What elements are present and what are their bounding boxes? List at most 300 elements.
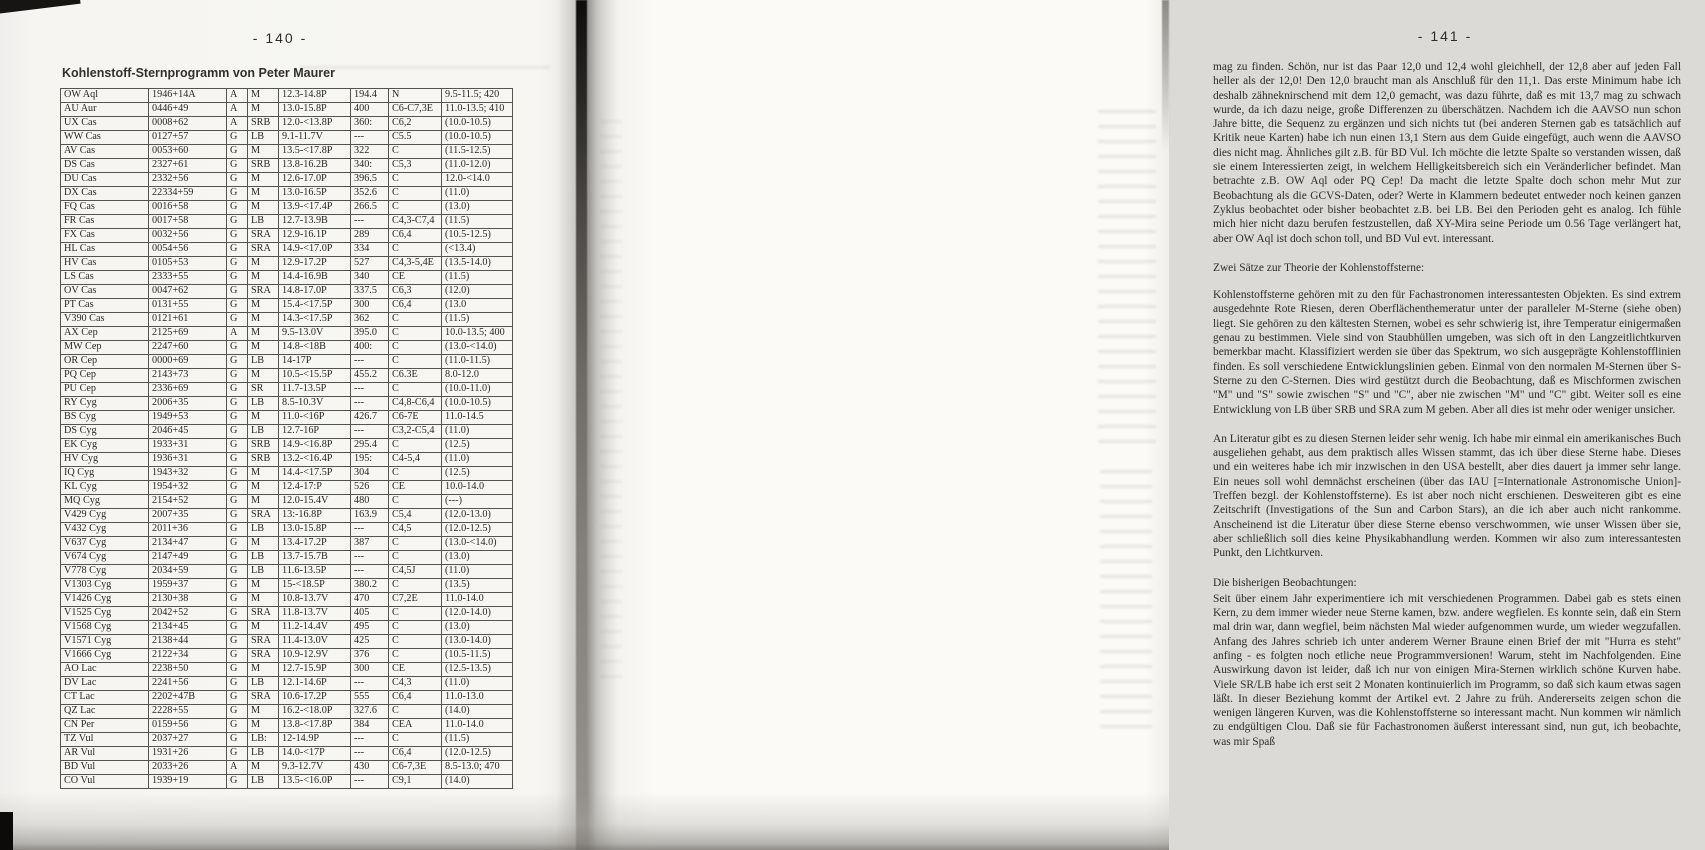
table-cell: CE [389,271,442,285]
table-cell: AX Cep [61,327,149,341]
table-cell: G [227,257,248,271]
table-cell: C [389,341,442,355]
table-cell: G [227,159,248,173]
table-cell: G [227,215,248,229]
table-cell: 395.0 [351,327,389,341]
table-cell: (12.0) [442,285,513,299]
table-cell: 426.7 [351,411,389,425]
table-cell: G [227,453,248,467]
table-row [61,747,513,761]
table-row [61,271,513,285]
table-cell: 1931+26 [149,747,227,761]
body-paragraph: An Literatur gibt es zu diesen Sternen leider sehr wenig. Ich habe mir einmal ein amerikanisches Buch ausgeliehen gehabt, aus dem praktisch alles Wissen stammt, das ich über diese Sterne habe. Dieses und ein weiteres habe ich mir inzwischen in den USA bestellt, aber dies dauert ja immer sehr lange. Ein neues soll wohl demnächst erscheinen (über das IAU [=Internationale Astronomische Union]-Treffen bezgl. der Kohlenstoffsterne). Es ist aber noch nicht erschienen. Desweiteren gibt es eine Zeitschrift (Investigations of the Sun and Carbon Stars), an die ich aber auch nicht rankomme. Anscheinend ist die Literatur über diese Sterne ebenso verschwommen, wie unser Wissen über sie, aber schließlich soll dies keine Physikabhandlung werden. Kommen wir also zum interessantesten Punkt, den Lichtkurven. [1213,432,1681,560]
table-cell: LB [248,131,279,145]
table-cell: 9.1-11.7V [279,131,351,145]
table-cell: 480 [351,495,389,509]
table-cell: C [389,327,442,341]
table-cell: 400 [351,103,389,117]
table-cell: --- [351,523,389,537]
table-cell: M [248,313,279,327]
table-cell: 12.7-16P [279,425,351,439]
table-cell: (13.0 [442,299,513,313]
table-cell: G [227,579,248,593]
table-cell: 1959+37 [149,579,227,593]
table-cell: (13.0) [442,201,513,215]
table-cell: 12-14.9P [279,733,351,747]
table-cell: C5,3 [389,159,442,173]
table-cell: RY Cyg [61,397,149,411]
table-cell: G [227,733,248,747]
table-cell: A [227,103,248,117]
table-cell: M [248,89,279,103]
table-cell: V432 Cyg [61,523,149,537]
table-cell: C [389,313,442,327]
table-row [61,719,513,733]
table-cell: (10.0-11.0) [442,383,513,397]
table-cell: C7,2E [389,593,442,607]
table-cell: G [227,565,248,579]
table-cell: (11.0) [442,453,513,467]
table-cell: M [248,327,279,341]
table-cell: 300 [351,663,389,677]
table-cell: G [227,201,248,215]
table-cell: 2241+56 [149,677,227,691]
table-cell: 0131+55 [149,299,227,313]
table-cell: SR [248,383,279,397]
table-cell: CT Lac [61,691,149,705]
table-cell: (11.5) [442,215,513,229]
table-cell: 12.9-17.2P [279,257,351,271]
table-row [61,411,513,425]
table-cell: (13.5-14.0) [442,257,513,271]
table-cell: 0105+53 [149,257,227,271]
table-row [61,131,513,145]
table-cell: SRB [248,159,279,173]
table-cell: 13.0-16.5P [279,187,351,201]
table-cell: G [227,621,248,635]
table-cell: G [227,467,248,481]
scan-right-edge-shadow [1162,0,1169,150]
table-cell: 13:-16.8P [279,509,351,523]
table-cell: --- [351,565,389,579]
table-cell: M [248,705,279,719]
table-cell: C [389,439,442,453]
table-row [61,733,513,747]
table-cell: 14.8-17.0P [279,285,351,299]
table-cell: 360: [351,117,389,131]
table-cell: C [389,467,442,481]
table-cell: SRA [248,607,279,621]
table-cell: (13.0-14.0) [442,635,513,649]
table-cell: G [227,397,248,411]
table-cell: SRA [248,649,279,663]
table-cell: G [227,593,248,607]
table-cell: 13.5-<16.0P [279,775,351,789]
table-cell: (11.0-12.0) [442,159,513,173]
table-cell: --- [351,215,389,229]
table-cell: M [248,467,279,481]
table-cell: 14.3-<17.5P [279,313,351,327]
table-cell: 12.9-16.1P [279,229,351,243]
table-cell: C [389,733,442,747]
table-cell: (10.0-10.5) [442,117,513,131]
table-cell: G [227,411,248,425]
table-cell: M [248,621,279,635]
table-cell: V1525 Cyg [61,607,149,621]
table-cell: 2033+26 [149,761,227,775]
table-cell: IQ Cyg [61,467,149,481]
table-cell: 455.2 [351,369,389,383]
table-cell: (13.0-<14.0) [442,341,513,355]
table-cell: BD Vul [61,761,149,775]
table-row [61,355,513,369]
table-cell: AU Aur [61,103,149,117]
table-cell: 13.2-<16.4P [279,453,351,467]
table-cell: 470 [351,593,389,607]
table-cell: (11.5-12.5) [442,145,513,159]
table-cell: 340: [351,159,389,173]
table-row [61,159,513,173]
table-cell: 0159+56 [149,719,227,733]
table-row [61,775,513,789]
table-cell: M [248,495,279,509]
table-cell: (13.0) [442,621,513,635]
table-cell: N [389,89,442,103]
table-row [61,453,513,467]
table-cell: 14-17P [279,355,351,369]
page-140 [0,0,585,850]
table-cell: 11.0-14.5 [442,411,513,425]
table-cell: G [227,285,248,299]
table-cell: V1303 Cyg [61,579,149,593]
table-cell: V429 Cyg [61,509,149,523]
table-cell: C4-5,4 [389,453,442,467]
table-cell: 425 [351,635,389,649]
table-cell: 9.3-12.7V [279,761,351,775]
table-cell: 12.0-<14.0 [442,173,513,187]
table-cell: (---) [442,495,513,509]
table-cell: 304 [351,467,389,481]
table-cell: 12.4-17:P [279,481,351,495]
table-cell: C4,3-5,4E [389,257,442,271]
table-cell: PT Cas [61,299,149,313]
page-140-number: - 140 - [252,30,308,46]
table-cell: (11.0) [442,677,513,691]
table-cell: M [248,579,279,593]
table-cell: (11.0) [442,565,513,579]
table-cell: LB [248,425,279,439]
table-cell: 2238+50 [149,663,227,677]
table-cell: 2327+61 [149,159,227,173]
scan-artifact-bottom-left [0,812,13,850]
table-cell: 12.0-<13.8P [279,117,351,131]
table-row [61,551,513,565]
table-cell: 2138+44 [149,635,227,649]
table-cell: 376 [351,649,389,663]
table-cell: G [227,537,248,551]
table-cell: M [248,271,279,285]
table-cell: V1568 Cyg [61,621,149,635]
table-cell: M [248,341,279,355]
table-cell: G [227,243,248,257]
table-cell: (14.0) [442,705,513,719]
table-cell: 400: [351,341,389,355]
table-cell: 12.3-14.8P [279,89,351,103]
table-cell: 1939+19 [149,775,227,789]
table-cell: SRA [248,229,279,243]
table-cell: C [389,495,442,509]
table-row [61,509,513,523]
table-cell: (12.0-12.5) [442,747,513,761]
table-cell: 289 [351,229,389,243]
table-cell: M [248,257,279,271]
section-heading: Die bisherigen Beobachtungen: [1213,576,1357,589]
table-cell: 11.7-13.5P [279,383,351,397]
table-cell: 10.0-14.0 [442,481,513,495]
bleedthrough-artifact [1100,470,1152,730]
table-cell: AR Vul [61,747,149,761]
table-cell: M [248,593,279,607]
table-cell: (12.5) [442,467,513,481]
table-cell: C4,3-C7,4 [389,215,442,229]
table-cell: UX Cas [61,117,149,131]
table-cell: 10.9-12.9V [279,649,351,663]
table-cell: 384 [351,719,389,733]
table-cell: HL Cas [61,243,149,257]
table-cell: 0446+49 [149,103,227,117]
table-cell: 14.8-<18B [279,341,351,355]
table-cell: 0053+60 [149,145,227,159]
table-cell: LB [248,775,279,789]
body-paragraph: Kohlenstoffsterne gehören mit zu den für Fachastronomen interessantesten Objekten. Es sind extrem ausgedehnte Rote Riesen, deren Oberflächenthemeratur unter der paralleler M-Sterne (siehe oben) liegt. Sie gehören zu den kältesten Sternen, wobei es sehr schwierig ist, ihre Temperatur einigermaßen genau zu bestimmen. Viele sind von Staubhüllen umgeben, was sich oft in den Langzeitlichtkurven bemerkbar macht. Klassifiziert werden sie über das Spektrum, wo sich ausgeprägte Kohlenstofflinien finden. Es soll verschiedene Entwicklungslinien geben. Einmal von den normalen M-Sternen über S-Sterne zu den C-Sternen. Dies wird gestützt durch die Beobachtung, daß es Mischformen zwischen "M" und "S" sowie zwischen "S" und "C", aber nie zwischen "M" und "C" gibt. Weiter soll es eine Entwicklung von LB über SRB und SRA zum M geben. Aber all dies ist mehr oder weniger unsicher. [1213,289,1681,416]
table-cell: G [227,551,248,565]
table-cell: 13.5-<17.8P [279,145,351,159]
table-cell: C6.3E [389,369,442,383]
table-cell: HV Cyg [61,453,149,467]
table-cell: LB [248,565,279,579]
table-cell: 10.0-13.5; 400 [442,327,513,341]
table-cell: 14.9-<17.0P [279,243,351,257]
table-cell: C [389,649,442,663]
table-cell: CE [389,663,442,677]
table-cell: 13.0-15.8P [279,523,351,537]
table-cell: (11.5) [442,313,513,327]
table-cell: M [248,103,279,117]
table-row [61,467,513,481]
table-cell: 11.8-13.7V [279,607,351,621]
table-cell: (12.5) [442,439,513,453]
table-cell: G [227,271,248,285]
table-cell: C [389,551,442,565]
table-row [61,103,513,117]
table-cell: 2134+45 [149,621,227,635]
table-cell: 340 [351,271,389,285]
table-cell: 11.0-13.0 [442,691,513,705]
table-row [61,691,513,705]
table-cell: 2042+52 [149,607,227,621]
table-cell: V1571 Cyg [61,635,149,649]
table-cell: CO Vul [61,775,149,789]
table-cell: 11.0-14.0 [442,719,513,733]
table-cell: HV Cas [61,257,149,271]
table-cell: C [389,621,442,635]
table-cell: 14.0-<17P [279,747,351,761]
table-cell: G [227,187,248,201]
table-cell: C [389,201,442,215]
table-row [61,439,513,453]
table-cell: C [389,579,442,593]
table-cell: EK Cyg [61,439,149,453]
table-cell: 8.5-13.0; 470 [442,761,513,775]
table-row [61,229,513,243]
table-cell: C6,4 [389,229,442,243]
table-cell: C6,4 [389,691,442,705]
table-cell: 9.5-13.0V [279,327,351,341]
table-cell: 380.2 [351,579,389,593]
table-cell: 2006+35 [149,397,227,411]
table-cell: (10.5-11.5) [442,649,513,663]
table-cell: C6-7,3E [389,761,442,775]
table-cell: (10.0-10.5) [442,397,513,411]
table-cell: 11.0-13.5; 410 [442,103,513,117]
table-cell: --- [351,425,389,439]
table-cell: 387 [351,537,389,551]
table-cell: (<13.4) [442,243,513,257]
table-row [61,89,513,103]
table-row [61,593,513,607]
table-cell: (13.5) [442,579,513,593]
table-cell: 337.5 [351,285,389,299]
table-cell: (11.0) [442,425,513,439]
table-cell: A [227,327,248,341]
table-cell: KL Cyg [61,481,149,495]
table-cell: 396.5 [351,173,389,187]
table-cell: DV Lac [61,677,149,691]
table-cell: G [227,495,248,509]
table-cell: PU Cep [61,383,149,397]
table-cell: G [227,299,248,313]
table-cell: G [227,369,248,383]
table-row [61,537,513,551]
table-cell: 0054+56 [149,243,227,257]
table-cell: 295.4 [351,439,389,453]
table-cell: G [227,355,248,369]
table-cell: M [248,719,279,733]
table-cell: C4,5 [389,523,442,537]
table-cell: SRA [248,635,279,649]
page-141-number: - 141 - [1417,28,1473,44]
table-cell: --- [351,383,389,397]
table-cell: C6,3 [389,285,442,299]
table-cell: 14.4-16.9B [279,271,351,285]
table-cell: 13.8-<17.8P [279,719,351,733]
table-cell: 0000+69 [149,355,227,369]
table-cell: G [227,383,248,397]
table-row [61,313,513,327]
table-cell: SRA [248,509,279,523]
table-row [61,383,513,397]
table-cell: 2034+59 [149,565,227,579]
table-cell: 13.9-<17.4P [279,201,351,215]
table-cell: 266.5 [351,201,389,215]
table-cell: M [248,761,279,775]
table-row [61,173,513,187]
table-cell: G [227,523,248,537]
table-cell: 334 [351,243,389,257]
table-cell: 2247+60 [149,341,227,355]
program-title: Kohlenstoff-Sternprogramm von Peter Maurer [62,66,335,80]
table-row [61,663,513,677]
table-cell: 13.7-15.7B [279,551,351,565]
table-cell: C [389,383,442,397]
table-cell: 1954+32 [149,481,227,495]
table-cell: --- [351,677,389,691]
table-cell: 2037+27 [149,733,227,747]
table-cell: DU Cas [61,173,149,187]
table-cell: 495 [351,621,389,635]
table-cell: M [248,481,279,495]
table-cell: G [227,705,248,719]
table-cell: G [227,509,248,523]
table-cell: LB [248,677,279,691]
table-cell: --- [351,397,389,411]
table-cell: 10.8-13.7V [279,593,351,607]
table-cell: MQ Cyg [61,495,149,509]
table-cell: --- [351,551,389,565]
table-cell: 15.4-<17.5P [279,299,351,313]
body-paragraph: Seit über einem Jahr experimentiere ich mit verschiedenen Programmen. Dabei gab es stets einen Kern, zu dem immer wieder neue Sterne kamen, bzw. andere wegfielen. Es konnte sein, daß ein Stern mal drin war, dann wegfiel, beim nächsten Mal wieder aufgenommen wurde, um wieder wegzufallen. Anfang des Jahres schrieb ich unter anderem Werner Braune einen Brief der mit "Hurra es steht" anfing - es folgten noch etliche neue Programmversionen! Warum, steht im Nachfolgenden. Eine Auswirkung davon ist leider, daß ich nur von einigen Mira-Sternen wirklich schöne Kurven habe. Viele SR/LB habe ich erst seit 2 Monaten kontinuierlich im Programm, so daß sich kaum etwas sagen läßt. In dieser Beziehung kommt der Artikel evt. 2 Jahre zu früh. Andererseits zeigen schon die wenigen längeren Kurven, was die Kohlenstoffsterne so interessant macht. Nun kommen wir nämlich zu endgültigen Clou. Daß sie für Fachastronomen äußerst interessant sind, nun gut, ich beobachte, was mir Spaß [1213,592,1681,748]
table-cell: 555 [351,691,389,705]
table-cell: SRB [248,453,279,467]
table-cell: LB [248,747,279,761]
table-row [61,649,513,663]
table-cell: 0047+62 [149,285,227,299]
table-row [61,215,513,229]
table-cell: 15-<18.5P [279,579,351,593]
table-cell: (12.0-14.0) [442,607,513,621]
table-cell: DS Cyg [61,425,149,439]
table-cell: G [227,481,248,495]
table-cell: OR Cep [61,355,149,369]
table-cell: 0008+62 [149,117,227,131]
table-cell: C6-7E [389,411,442,425]
table-cell: --- [351,131,389,145]
table-cell: 2332+56 [149,173,227,187]
table-row [61,285,513,299]
table-cell: 2147+49 [149,551,227,565]
table-cell: LB [248,397,279,411]
table-cell: V390 Cas [61,313,149,327]
table-cell: C [389,173,442,187]
table-cell: A [227,117,248,131]
table-cell: OV Cas [61,285,149,299]
table-cell: 1946+14A [149,89,227,103]
table-cell: (11.0) [442,187,513,201]
table-cell: LS Cas [61,271,149,285]
table-cell: C5,4 [389,509,442,523]
table-row [61,341,513,355]
table-cell: M [248,173,279,187]
table-cell: G [227,691,248,705]
table-row [61,523,513,537]
table-cell: 2202+47B [149,691,227,705]
table-cell: 10.6-17.2P [279,691,351,705]
table-cell: WW Cas [61,131,149,145]
table-cell: LB [248,551,279,565]
table-cell: C4,5J [389,565,442,579]
table-cell: C6-C7,3E [389,103,442,117]
table-cell: G [227,635,248,649]
